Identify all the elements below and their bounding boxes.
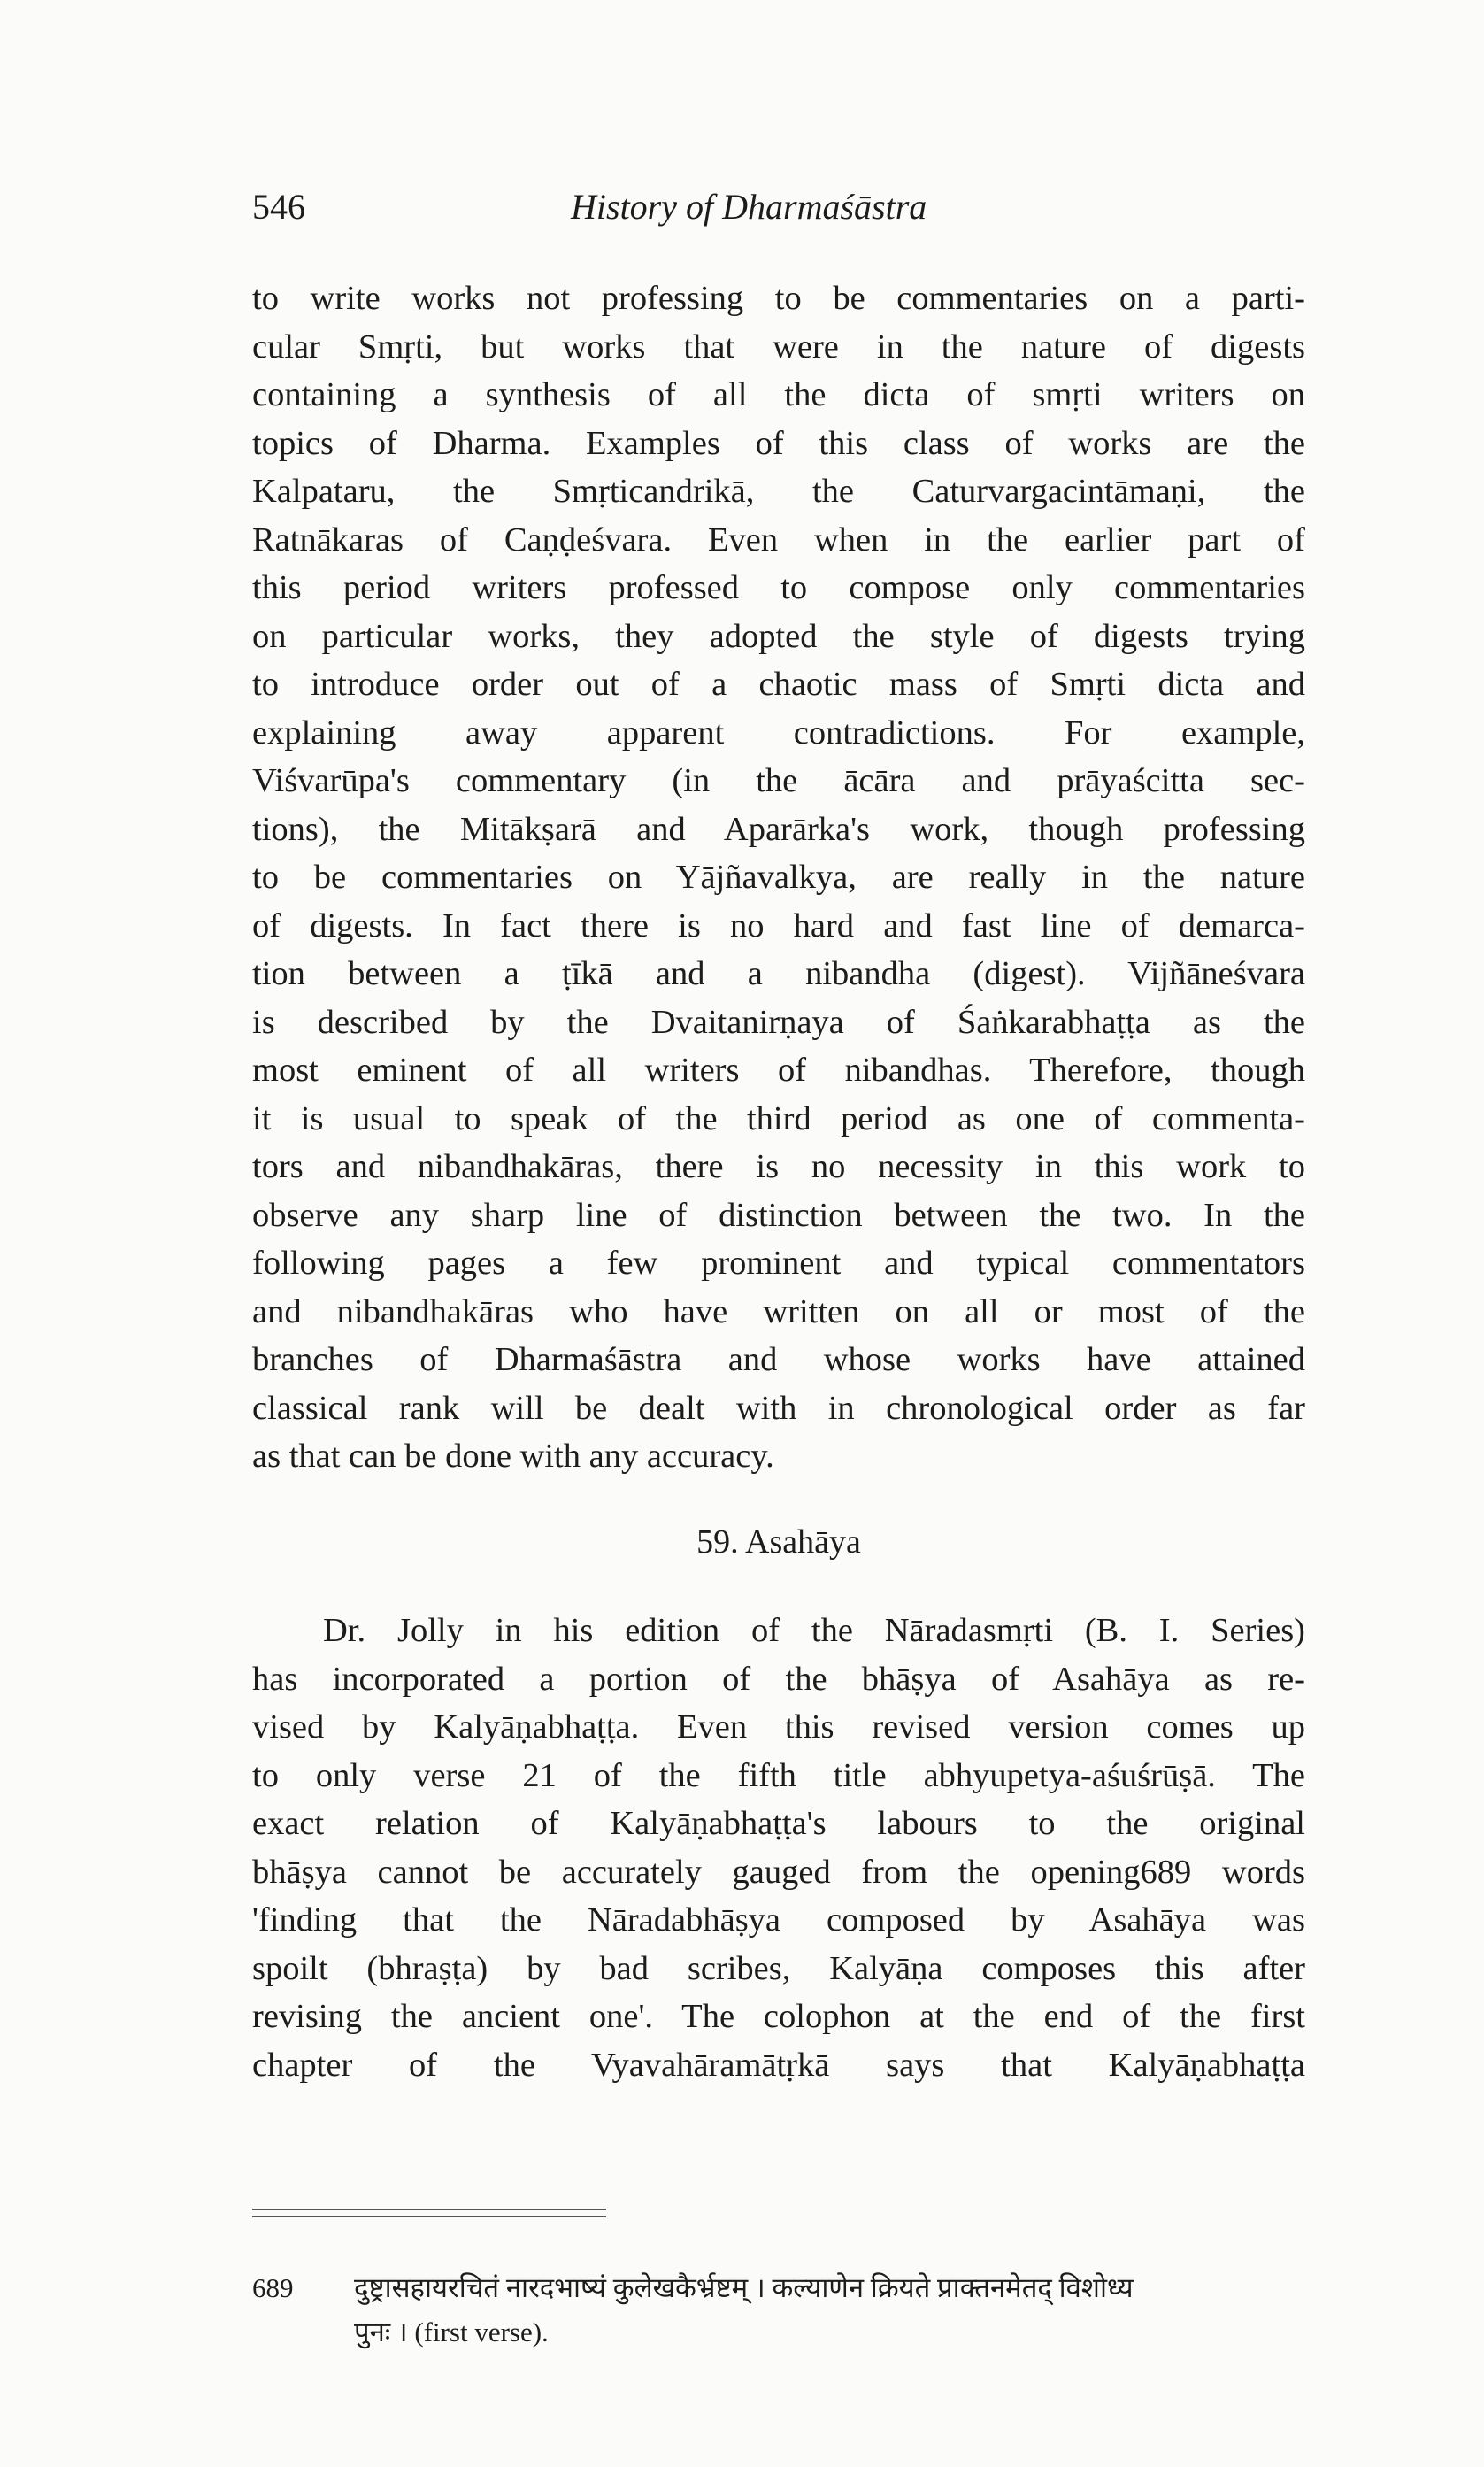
text-line: most eminent of all writers of nibandhas. Therefore, though — [252, 1052, 1305, 1089]
text-line: explaining away apparent contradictions. For example, — [252, 713, 1305, 752]
footnote-line: दुष्ट्रासहायरचितं नारदभाष्यं कुलेखकैर्भ्रष्टम् । कल्याणेन क्रियते प्राक्तनमेतद् विशोध्य — [354, 2272, 1134, 2303]
text-line: Viśvarūpa's commentary (in the ācāra and prāyaścitta sec- — [252, 762, 1305, 799]
text-line: Kalpataru, the Smṛticandrikā, the Caturvargacintāmaṇi, the — [252, 473, 1305, 510]
footnote-divider — [252, 2209, 606, 2217]
text-line: chapter of the Vyavahāramātṛkā says that Kalyāṇabhaṭṭa — [252, 2046, 1305, 2084]
text-line: is described by the Dvaitanirṇaya of Śaṅkarabhaṭṭa as the — [252, 1003, 1305, 1041]
text-line: containing a synthesis of all the dicta of smṛti writers on — [252, 376, 1305, 413]
text-line: to only verse 21 of the fifth title abhyupetya-aśuśrūṣā. The — [252, 1756, 1305, 1794]
text-line: this period writers professed to compose only commentaries — [252, 569, 1305, 606]
text-line: it is usual to speak of the third period as one of commenta- — [252, 1099, 1305, 1137]
footnote-number: 689 — [252, 2272, 294, 2303]
text-line: of digests. In fact there is no hard and fast line of demarca- — [252, 906, 1305, 944]
text-line: classical rank will be dealt with in chronological order as far — [252, 1389, 1305, 1427]
section-heading: 59. Asahāya — [696, 1523, 861, 1561]
text-line: Ratnākaras of Caṇḍeśvara. Even when in the earlier part of — [252, 520, 1305, 559]
text-line: topics of Dharma. Examples of this class of works are the — [252, 424, 1305, 462]
text-line: as that can be done with any accuracy. — [252, 1438, 774, 1475]
text-line: spoilt (bhraṣṭa) by bad scribes, Kalyāṇa composes this after — [252, 1949, 1305, 1987]
text-line: and nibandhakāras who have written on all or most of the — [252, 1292, 1305, 1330]
text-line: to be commentaries on Yājñavalkya, are really in the nature — [252, 859, 1305, 896]
footnote-text — [354, 2266, 1305, 2355]
text-line: to write works not professing to be commentaries on a parti- — [252, 280, 1305, 317]
body-paragraph — [252, 274, 1305, 1481]
page-number: 546 — [252, 187, 305, 227]
footnote-line: पुनः । (first verse). — [354, 2317, 549, 2348]
text-line: following pages a few prominent and typical commentators — [252, 1245, 1305, 1282]
running-title: History of Dharmaśāstra — [571, 187, 927, 227]
text-line: tors and nibandhakāras, there is no necessity in this work to — [252, 1148, 1305, 1185]
text-line: to introduce order out of a chaotic mass of Smṛti dicta and — [252, 666, 1305, 703]
text-line: on particular works, they adopted the style of digests trying — [252, 617, 1305, 655]
text-line: tion between a ṭīkā and a nibandha (digest). Vijñāneśvara — [252, 955, 1305, 992]
text-line: exact relation of Kalyāṇabhaṭṭa's labours to the original — [252, 1805, 1305, 1842]
text-line: branches of Dharmaśāstra and whose works have attained — [252, 1341, 1305, 1378]
text-line: tions), the Mitākṣarā and Aparārka's work, though professing — [252, 810, 1305, 848]
page-header — [252, 186, 1314, 239]
text-line: observe any sharp line of distinction between the two. In the — [252, 1196, 1305, 1234]
text-line: has incorporated a portion of the bhāṣya of Asahāya as re- — [252, 1660, 1305, 1698]
text-line: revising the ancient one'. The colophon at the end of the first — [252, 1998, 1305, 2035]
text-line: bhāṣya cannot be accurately gauged from the opening689 words — [252, 1853, 1305, 1891]
body-paragraph — [252, 1607, 1305, 2089]
text-line: vised by Kalyāṇabhaṭṭa. Even this revised version comes up — [252, 1708, 1305, 1746]
text-line: 'finding that the Nāradabhāṣya composed by Asahāya was — [252, 1901, 1305, 1939]
text-line: cular Smṛti, but works that were in the nature of digests — [252, 328, 1305, 366]
text-line: Dr. Jolly in his edition of the Nāradasmṛti (B. I. Series) — [323, 1612, 1305, 1649]
